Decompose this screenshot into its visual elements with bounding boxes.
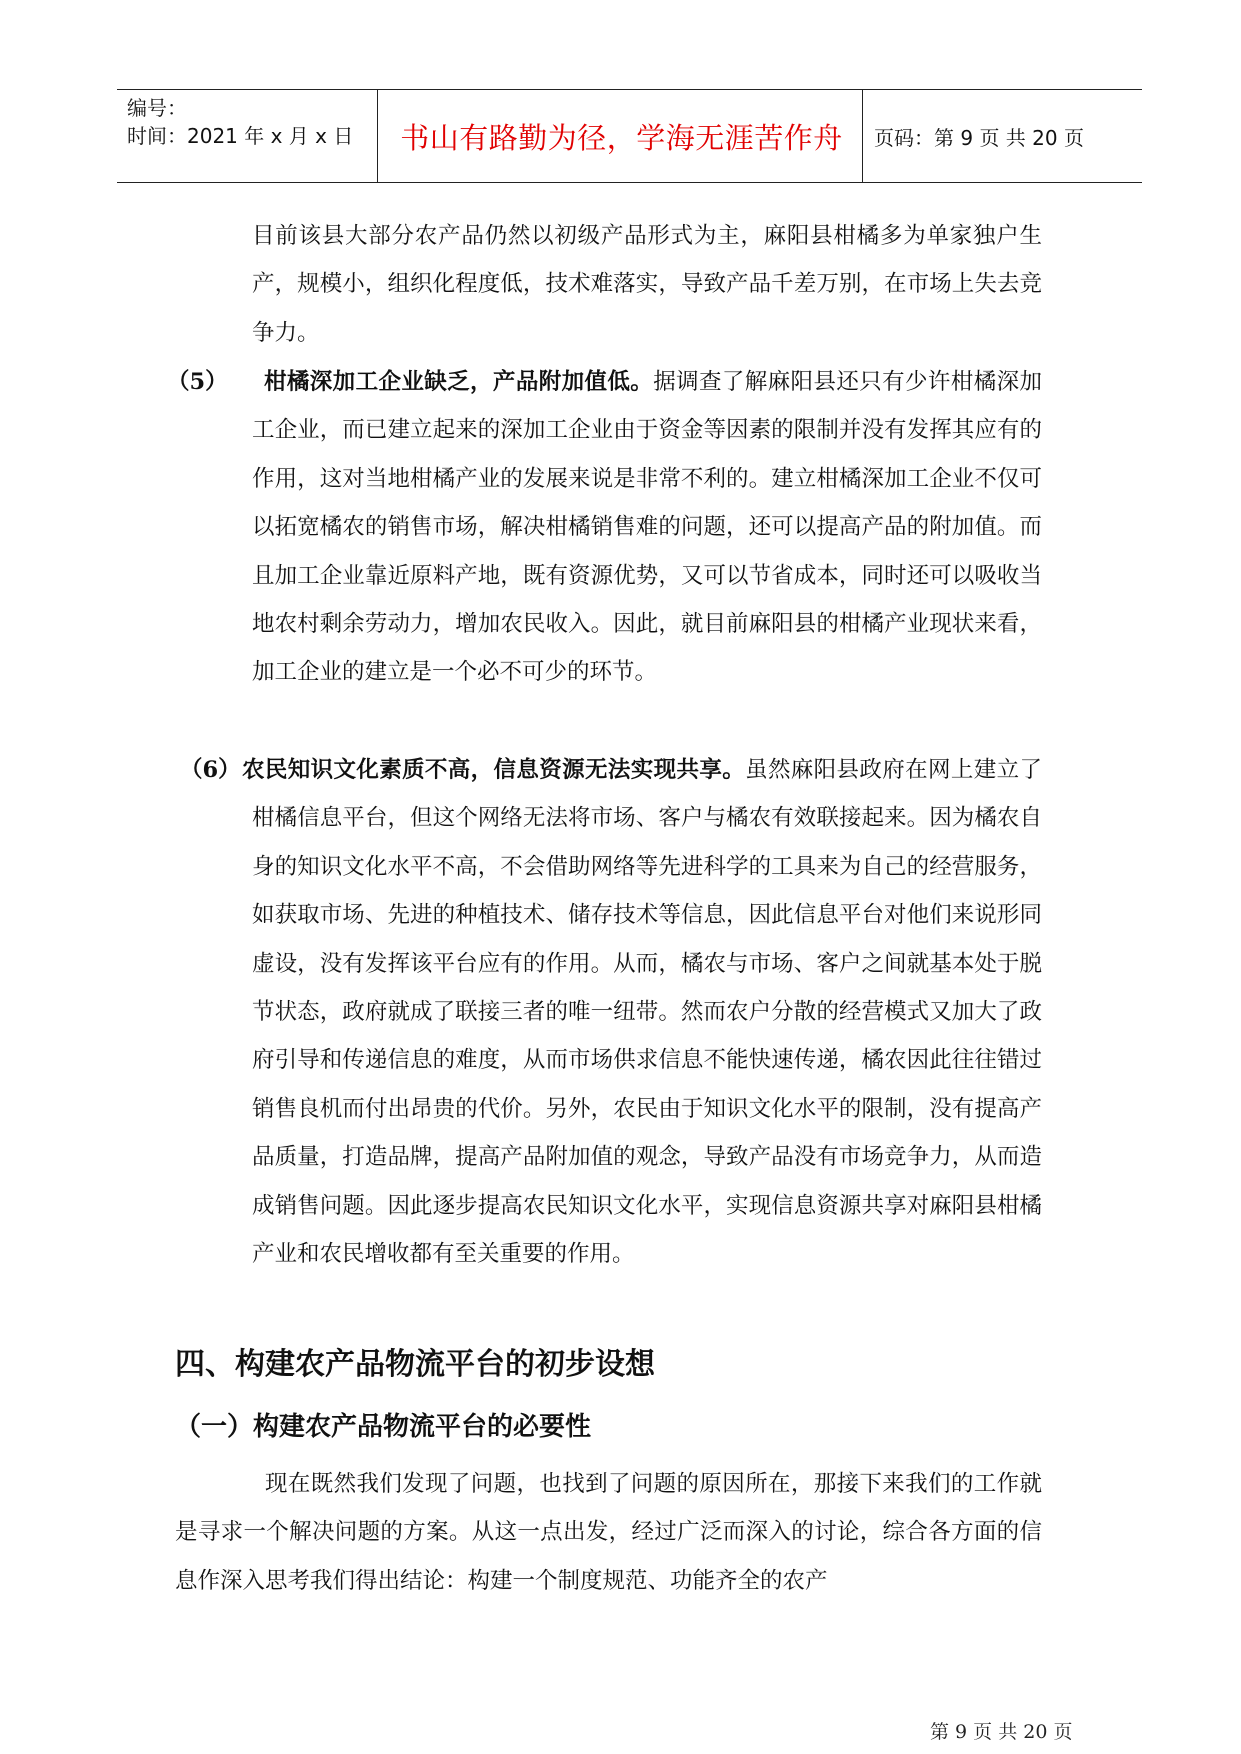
paragraph-text: 目前该县大部分农产品仍然以初级产品形式为主，麻阳县柑橘多为单家独户生产，规模小，组织化程度低，技术难落实，导致产品千差万别，在市场上失去竞争力。: [252, 223, 1042, 346]
paragraph-bottom-text: 现在既然我们发现了问题，也找到了问题的原因所在，那接下来我们的工作就是寻求一个解决问题的方案。从这一点出发，经过广泛而深入的讨论，综合各方面的信息作深入思考我们得出结论：构建一个制度规范、功能齐全的农产: [175, 1471, 1042, 1594]
header-page-info: 页码：第 9 页 共 20 页: [874, 125, 1084, 150]
page-footer: 第 9 页 共 20 页: [930, 1721, 1073, 1743]
section-heading: 四、构建农产品物流平台的初步设想: [175, 1347, 655, 1382]
item-6-heading: 农民知识文化素质不高，信息资源无法实现共享。: [242, 757, 746, 783]
header-divider-1: [377, 90, 378, 182]
header-number-label: 编号：: [127, 96, 187, 120]
item-6-paragraph: [242, 746, 1042, 1278]
subsection-heading: （一）构建农产品物流平台的必要性: [175, 1412, 592, 1442]
header-time-label: 时间：2021 年 x 月 x 日: [127, 124, 354, 148]
item-6-text: 虽然麻阳县政府在网上建立了柑橘信息平台，但这个网络无法将市场、客户与橘农有效联接起来。因为橘农自身的知识文化水平不高，不会借助网络等先进科学的工具来为自己的经营服务，如获取市场、先进的种植技术、储存技术等信息，因此信息平台对他们来说形同虚设，没有发挥该平台应有的作用。从而，橘农与市场、客户之间就基本处于脱节状态，政府就成了联接三者的唯一纽带。然而农户分散的经营模式又加大了政府引导和传递信息的难度，从而市场供求信息不能快速传递，橘农因此往往错过销售良机而付出昂贵的代价。另外，农民由于知识文化水平的限制，没有提高产品质量，打造品牌，提高产品附加值的观念，导致产品没有市场竞争力，从而造成销售问题。因此逐步提高农民知识文化水平，实现信息资源共享对麻阳县柑橘产业和农民增收都有至关重要的作用。: [252, 757, 1042, 1268]
header-motto: 书山有路勤为径，学海无涯苦作舟: [400, 120, 843, 155]
item-5-marker: （5）: [167, 369, 228, 395]
paragraph-continued: [252, 212, 1042, 357]
item-5-text: 据调查了解麻阳县还只有少许柑橘深加工企业，而已建立起来的深加工企业由于资金等因素的限制并没有发挥其应有的作用，这对当地柑橘产业的发展来说是非常不利的。建立柑橘深加工企业不仅可以拓宽橘农的销售市场，解决柑橘销售难的问题，还可以提高产品的附加值。而且加工企业靠近原料产地，既有资源优势，又可以节省成本，同时还可以吸收当地农村剩余劳动力，增加农民收入。因此，就目前麻阳县的柑橘产业现状来看，加工企业的建立是一个必不可少的环节。: [252, 369, 1042, 686]
document-header: [117, 89, 1142, 183]
item-5-heading: 柑橘深加工企业缺乏，产品附加值低。: [264, 369, 654, 395]
paragraph-bottom: [175, 1460, 1042, 1605]
header-divider-2: [862, 90, 863, 182]
item-6-marker: （6）: [180, 757, 241, 783]
header-meta: [127, 94, 353, 150]
item-5-paragraph: [252, 358, 1042, 697]
